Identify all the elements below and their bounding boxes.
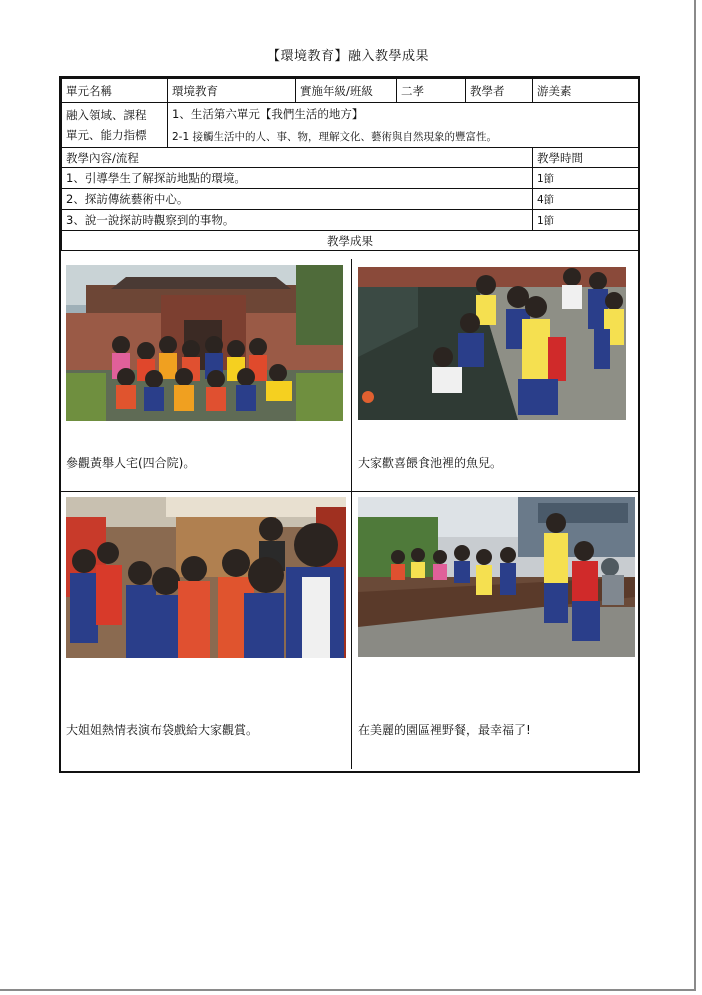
teacher-value: 游美素	[533, 79, 639, 103]
time-header: 教學時間	[533, 148, 639, 168]
content-header: 教學內容/流程	[62, 148, 533, 168]
results-header: 教學成果	[62, 231, 639, 251]
step-time: 1節	[533, 210, 639, 231]
results-photo-grid	[61, 259, 638, 770]
grade-label: 實施年級/班級	[296, 79, 397, 103]
photo-caption: 大家歡喜餵食池裡的魚兒。	[358, 456, 503, 470]
step-row	[62, 168, 639, 189]
grade-value: 二孝	[397, 79, 466, 103]
photo-courtyard-image	[66, 265, 343, 421]
field-label-cell	[62, 103, 168, 148]
photo-picnic-image	[358, 497, 635, 657]
grid-divider-vertical	[351, 259, 352, 769]
step-row	[62, 210, 639, 231]
step-text: 3、說一說探訪時觀察到的事物。	[62, 210, 533, 231]
step-time: 4節	[533, 189, 639, 210]
photo-caption: 大姐姐熱情表演布袋戲給大家觀賞。	[66, 723, 259, 737]
photo-puppet-image	[66, 497, 346, 658]
photo-feeding-fish	[358, 267, 626, 420]
step-row	[62, 189, 639, 210]
step-text: 1、引導學生了解探訪地點的環境。	[62, 168, 533, 189]
results-header-row	[62, 231, 639, 251]
photo-puppet-show	[66, 497, 346, 658]
field-label-line-2: 單元、能力指標	[66, 128, 147, 142]
unit-value: 環境教育	[168, 79, 296, 103]
document-title: 【環境教育】融入教學成果	[266, 49, 429, 64]
steps-header-row	[62, 148, 639, 168]
photo-picnic	[358, 497, 635, 657]
field-label-line-1: 融入領域、課程	[66, 108, 147, 122]
teacher-label: 教學者	[466, 79, 533, 103]
photo-caption: 參觀黃舉人宅(四合院)。	[66, 456, 196, 470]
step-time: 1節	[533, 168, 639, 189]
grid-divider-horizontal	[61, 491, 638, 492]
unit-label: 單元名稱	[62, 79, 168, 103]
unit-row	[62, 79, 639, 103]
photo-caption: 在美麗的園區裡野餐，最幸福了!	[358, 723, 531, 737]
field-value-1: 1、生活第六單元【我們生活的地方】	[168, 103, 639, 126]
field-row-1	[62, 103, 639, 126]
field-value-2: 2-1 接觸生活中的人、事、物，理解文化、藝術與自然現象的豐富性。	[168, 125, 639, 148]
lesson-table	[61, 78, 639, 251]
photo-courtyard-group	[66, 265, 343, 421]
photo-fish-pond-image	[358, 267, 626, 420]
step-text: 2、探訪傳統藝術中心。	[62, 189, 533, 210]
